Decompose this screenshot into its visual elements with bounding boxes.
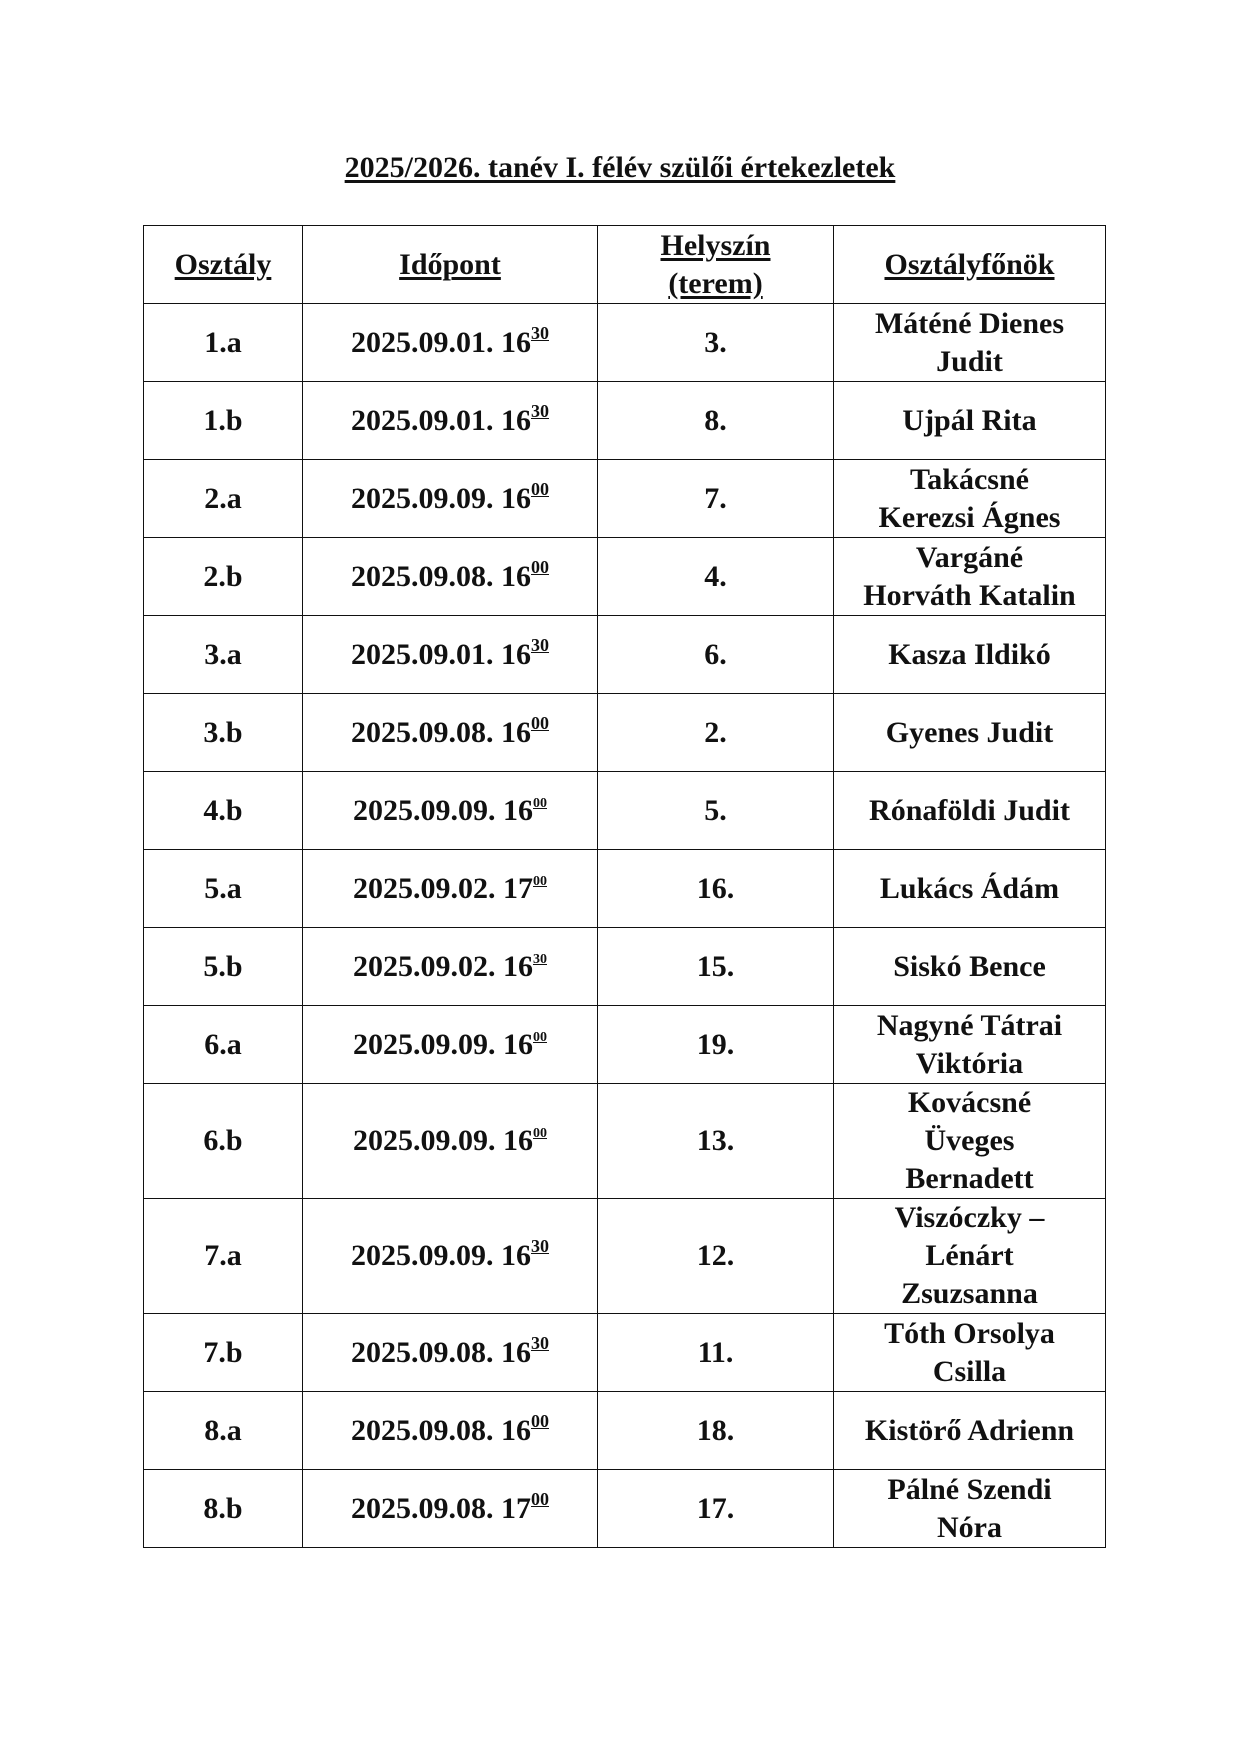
time-date-hour: 2025.09.01. 16	[351, 637, 531, 671]
teacher-name-line: Viktória	[915, 1046, 1024, 1080]
cell-room: 8.	[598, 382, 834, 460]
table-row	[144, 772, 1106, 850]
cell-teacher	[834, 1314, 1106, 1392]
cell-class: 6.b	[144, 1084, 303, 1199]
cell-time	[303, 850, 598, 928]
teacher-name-line: Lénárt	[925, 1239, 1014, 1272]
time-minutes: 30	[531, 1332, 549, 1353]
teacher-name-line: Pálné Szendi	[887, 1472, 1052, 1506]
table-body	[144, 304, 1106, 1548]
teacher-name-line: Gyenes Judit	[885, 715, 1054, 749]
teacher-name-line: Kovácsné	[907, 1086, 1032, 1119]
cell-teacher	[834, 382, 1106, 460]
table-row	[144, 850, 1106, 928]
cell-teacher	[834, 1084, 1106, 1199]
time-date-hour: 2025.09.08. 17	[351, 1491, 531, 1525]
table-row	[144, 1392, 1106, 1470]
cell-time	[303, 1006, 598, 1084]
cell-time	[303, 1199, 598, 1314]
teacher-name-line: Kerezsi Ágnes	[878, 500, 1061, 534]
teacher-name-line: Tóth Orsolya	[884, 1316, 1055, 1350]
cell-class: 2.b	[144, 538, 303, 616]
time-minutes: 00	[531, 556, 549, 577]
cell-room: 12.	[598, 1199, 834, 1314]
cell-class: 8.a	[144, 1392, 303, 1470]
cell-teacher	[834, 1392, 1106, 1470]
cell-class: 7.b	[144, 1314, 303, 1392]
cell-time	[303, 1084, 598, 1199]
time-minutes: 30	[531, 634, 549, 655]
header-class: Osztály	[144, 226, 303, 304]
time-date-hour: 2025.09.01. 16	[351, 325, 531, 359]
time-date-hour: 2025.09.01. 16	[351, 403, 531, 437]
header-location-line2: (terem)	[668, 266, 763, 300]
teacher-name-line: Judit	[936, 344, 1003, 378]
time-date-hour: 2025.09.08. 16	[351, 715, 531, 749]
teacher-name-line: Viszóczky –	[894, 1201, 1045, 1234]
cell-room: 15.	[598, 928, 834, 1006]
table-row	[144, 1314, 1106, 1392]
header-time: Időpont	[303, 226, 598, 304]
teacher-name-line: Ujpál Rita	[902, 403, 1037, 437]
cell-teacher	[834, 616, 1106, 694]
time-minutes: 00	[531, 1410, 549, 1431]
cell-teacher	[834, 304, 1106, 382]
time-minutes: 30	[531, 1236, 549, 1256]
cell-room: 16.	[598, 850, 834, 928]
table-row	[144, 382, 1106, 460]
table-row	[144, 1470, 1106, 1548]
cell-room: 19.	[598, 1006, 834, 1084]
cell-time	[303, 772, 598, 850]
table-row	[144, 694, 1106, 772]
cell-class: 4.b	[144, 772, 303, 850]
time-date-hour: 2025.09.09. 16	[351, 1239, 531, 1272]
time-minutes: 00	[533, 1029, 547, 1045]
table-row	[144, 616, 1106, 694]
teacher-name-line: Nóra	[937, 1510, 1002, 1544]
cell-class: 3.b	[144, 694, 303, 772]
cell-room: 5.	[598, 772, 834, 850]
page-title: 2025/2026. tanév I. félév szülői értekezletek	[344, 151, 896, 184]
cell-room: 4.	[598, 538, 834, 616]
cell-room: 3.	[598, 304, 834, 382]
cell-time	[303, 460, 598, 538]
time-date-hour: 2025.09.02. 17	[353, 871, 533, 905]
table-row	[144, 1006, 1106, 1084]
cell-time	[303, 1314, 598, 1392]
cell-time	[303, 538, 598, 616]
cell-time	[303, 1392, 598, 1470]
teacher-name-line: Nagyné Tátrai	[876, 1008, 1063, 1042]
cell-teacher	[834, 694, 1106, 772]
teacher-name-line: Siskó Bence	[893, 949, 1046, 983]
teacher-name-line: Horváth Katalin	[863, 578, 1076, 612]
cell-class: 7.a	[144, 1199, 303, 1314]
cell-teacher	[834, 850, 1106, 928]
cell-teacher	[834, 1470, 1106, 1548]
time-minutes: 00	[531, 478, 549, 499]
time-minutes: 00	[533, 795, 547, 811]
time-minutes: 30	[531, 322, 549, 343]
teacher-name-line: Kistörő Adrienn	[864, 1413, 1075, 1447]
cell-teacher	[834, 1199, 1106, 1314]
cell-teacher	[834, 460, 1106, 538]
cell-room: 6.	[598, 616, 834, 694]
time-date-hour: 2025.09.09. 16	[353, 1027, 533, 1061]
teacher-name-line: Vargáné	[915, 540, 1024, 574]
time-date-hour: 2025.09.08. 16	[351, 559, 531, 593]
cell-room: 17.	[598, 1470, 834, 1548]
cell-class: 5.b	[144, 928, 303, 1006]
table-row	[144, 1084, 1106, 1199]
time-date-hour: 2025.09.08. 16	[351, 1335, 531, 1369]
time-minutes: 00	[533, 873, 547, 889]
teacher-name-line: Rónaföldi Judit	[869, 793, 1070, 827]
teacher-name-line: Kasza Ildikó	[888, 637, 1051, 671]
cell-room: 7.	[598, 460, 834, 538]
table-row	[144, 928, 1106, 1006]
teacher-name-line: Máténé Dienes	[874, 306, 1065, 340]
teacher-name-line: Bernadett	[905, 1162, 1034, 1195]
header-teacher: Osztályfőnök	[834, 226, 1106, 304]
cell-teacher	[834, 538, 1106, 616]
cell-time	[303, 382, 598, 460]
cell-class: 6.a	[144, 1006, 303, 1084]
cell-time	[303, 694, 598, 772]
time-date-hour: 2025.09.09. 16	[353, 793, 533, 827]
table-header-row	[144, 226, 1106, 304]
table-row	[144, 304, 1106, 382]
header-location	[598, 226, 834, 304]
time-minutes: 30	[533, 951, 547, 967]
teacher-name-line: Zsuzsanna	[901, 1277, 1038, 1310]
teacher-name-line: Takácsné	[910, 462, 1029, 496]
time-minutes: 30	[531, 400, 549, 421]
header-location-line1: Helyszín	[660, 228, 771, 262]
cell-teacher	[834, 772, 1106, 850]
cell-time	[303, 1470, 598, 1548]
time-date-hour: 2025.09.02. 16	[353, 949, 533, 983]
cell-time	[303, 928, 598, 1006]
cell-room: 18.	[598, 1392, 834, 1470]
cell-class: 1.b	[144, 382, 303, 460]
time-date-hour: 2025.09.09. 16	[351, 481, 531, 515]
teacher-name-line: Csilla	[932, 1354, 1007, 1388]
cell-class: 1.a	[144, 304, 303, 382]
cell-room: 13.	[598, 1084, 834, 1199]
time-minutes: 00	[531, 1488, 549, 1509]
table-row	[144, 460, 1106, 538]
cell-time	[303, 304, 598, 382]
cell-room: 2.	[598, 694, 834, 772]
meeting-schedule-table	[143, 225, 1106, 1548]
cell-class: 5.a	[144, 850, 303, 928]
time-minutes: 00	[533, 1126, 547, 1141]
time-date-hour: 2025.09.08. 16	[351, 1413, 531, 1447]
cell-room: 11.	[598, 1314, 834, 1392]
cell-time	[303, 616, 598, 694]
cell-class: 2.a	[144, 460, 303, 538]
table-row	[144, 538, 1106, 616]
cell-teacher	[834, 1006, 1106, 1084]
cell-teacher	[834, 928, 1106, 1006]
table-row	[144, 1199, 1106, 1314]
cell-class: 3.a	[144, 616, 303, 694]
teacher-name-line: Lukács Ádám	[879, 871, 1060, 905]
time-minutes: 00	[531, 712, 549, 733]
teacher-name-line: Üveges	[924, 1124, 1015, 1157]
cell-class: 8.b	[144, 1470, 303, 1548]
time-date-hour: 2025.09.09. 16	[353, 1124, 533, 1157]
